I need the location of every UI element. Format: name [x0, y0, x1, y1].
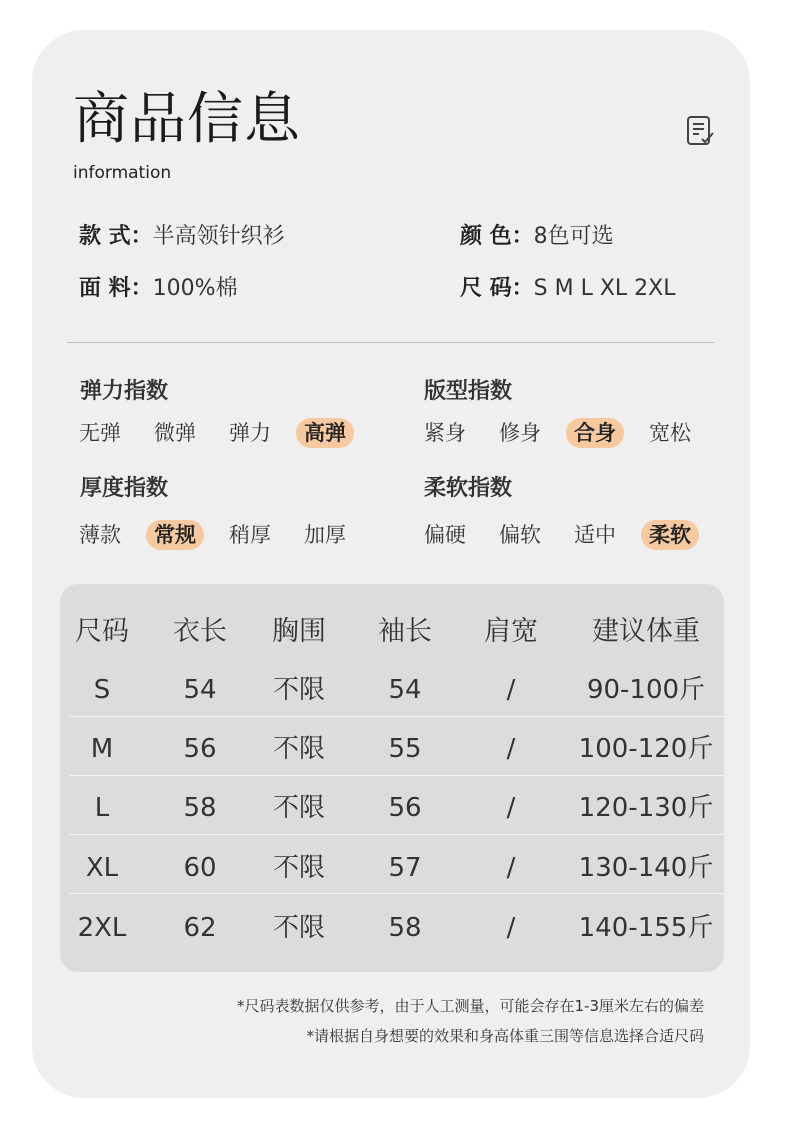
table-cell: 不限 — [272, 793, 326, 823]
thickness-option: 加厚 — [304, 523, 346, 547]
spec-size — [460, 275, 676, 303]
thickness-option: 稍厚 — [229, 523, 271, 547]
thickness-option-selected: 常规 — [146, 520, 204, 550]
elasticity-option-selected: 高弹 — [296, 418, 354, 448]
row-separator — [70, 716, 724, 717]
table-cell: 2XL — [77, 913, 127, 943]
fit-option-selected: 合身 — [566, 418, 624, 448]
table-cell: / — [506, 793, 516, 823]
fit-title: 版型指数 — [424, 379, 513, 404]
spec-style — [79, 223, 285, 251]
table-header: 尺码 — [75, 616, 129, 647]
note-measurement: *尺码表数据仅供参考，由于人工测量，可能会存在1-3厘米左右的偏差 — [236, 997, 704, 1015]
table-cell: 100-120斤 — [578, 734, 714, 764]
table-cell: 58 — [183, 793, 217, 823]
spec-color-value: 8色可选 — [533, 224, 614, 249]
softness-option-selected: 柔软 — [641, 520, 699, 550]
table-header: 建议体重 — [592, 616, 700, 647]
table-cell: 57 — [388, 853, 422, 883]
table-header: 胸围 — [272, 616, 326, 647]
softness-title: 柔软指数 — [424, 476, 513, 501]
thickness-title: 厚度指数 — [80, 476, 169, 501]
softness-option: 偏软 — [499, 523, 541, 547]
table-cell: 58 — [388, 913, 422, 943]
table-cell: 90-100斤 — [586, 675, 706, 705]
fit-option: 修身 — [499, 421, 541, 445]
table-cell: M — [90, 734, 114, 764]
table-cell: / — [506, 675, 516, 705]
table-cell: 140-155斤 — [578, 913, 714, 943]
table-cell: / — [506, 734, 516, 764]
table-cell: S — [93, 675, 111, 705]
row-separator — [70, 834, 724, 835]
page-title: 商品信息 — [73, 87, 301, 152]
table-cell: 120-130斤 — [578, 793, 714, 823]
spec-style-value: 半高领针织衫 — [152, 224, 285, 249]
table-cell: L — [94, 793, 110, 823]
elasticity-title: 弹力指数 — [80, 379, 169, 404]
spec-fabric-value: 100%棉 — [152, 276, 238, 301]
softness-option: 适中 — [574, 523, 616, 547]
document-icon — [686, 115, 716, 147]
row-separator — [70, 893, 724, 894]
spec-color-label: 颜 色： — [460, 224, 534, 249]
table-cell: 62 — [183, 913, 217, 943]
spec-fabric-label: 面 料： — [79, 276, 153, 301]
table-cell: 60 — [183, 853, 217, 883]
table-cell: 不限 — [272, 675, 326, 705]
divider — [67, 342, 714, 343]
elasticity-option: 弹力 — [229, 421, 271, 445]
table-cell: 不限 — [272, 853, 326, 883]
table-header: 袖长 — [378, 616, 432, 647]
table-cell: 130-140斤 — [578, 853, 714, 883]
table-cell: XL — [85, 853, 119, 883]
spec-size-label: 尺 码： — [460, 276, 534, 301]
page-subtitle: information — [73, 163, 172, 183]
table-cell: 54 — [183, 675, 217, 705]
elasticity-option: 微弹 — [154, 421, 196, 445]
fit-option: 紧身 — [424, 421, 466, 445]
table-cell: / — [506, 853, 516, 883]
table-cell: 55 — [388, 734, 422, 764]
table-cell: 54 — [388, 675, 422, 705]
table-cell: 56 — [388, 793, 422, 823]
note-size-advice: *请根据自身想要的效果和身高体重三围等信息选择合适尺码 — [306, 1027, 704, 1045]
spec-fabric — [79, 275, 238, 303]
table-cell: 不限 — [272, 913, 326, 943]
row-separator — [70, 775, 724, 776]
spec-style-label: 款 式： — [79, 224, 153, 249]
table-cell: 不限 — [272, 734, 326, 764]
thickness-option: 薄款 — [79, 523, 121, 547]
spec-size-value: S M L XL 2XL — [533, 276, 676, 301]
softness-option: 偏硬 — [424, 523, 466, 547]
table-cell: 56 — [183, 734, 217, 764]
table-header: 衣长 — [173, 616, 227, 647]
spec-color — [460, 223, 614, 251]
fit-option: 宽松 — [649, 421, 691, 445]
elasticity-option: 无弹 — [79, 421, 121, 445]
table-header: 肩宽 — [484, 616, 538, 647]
table-cell: / — [506, 913, 516, 943]
